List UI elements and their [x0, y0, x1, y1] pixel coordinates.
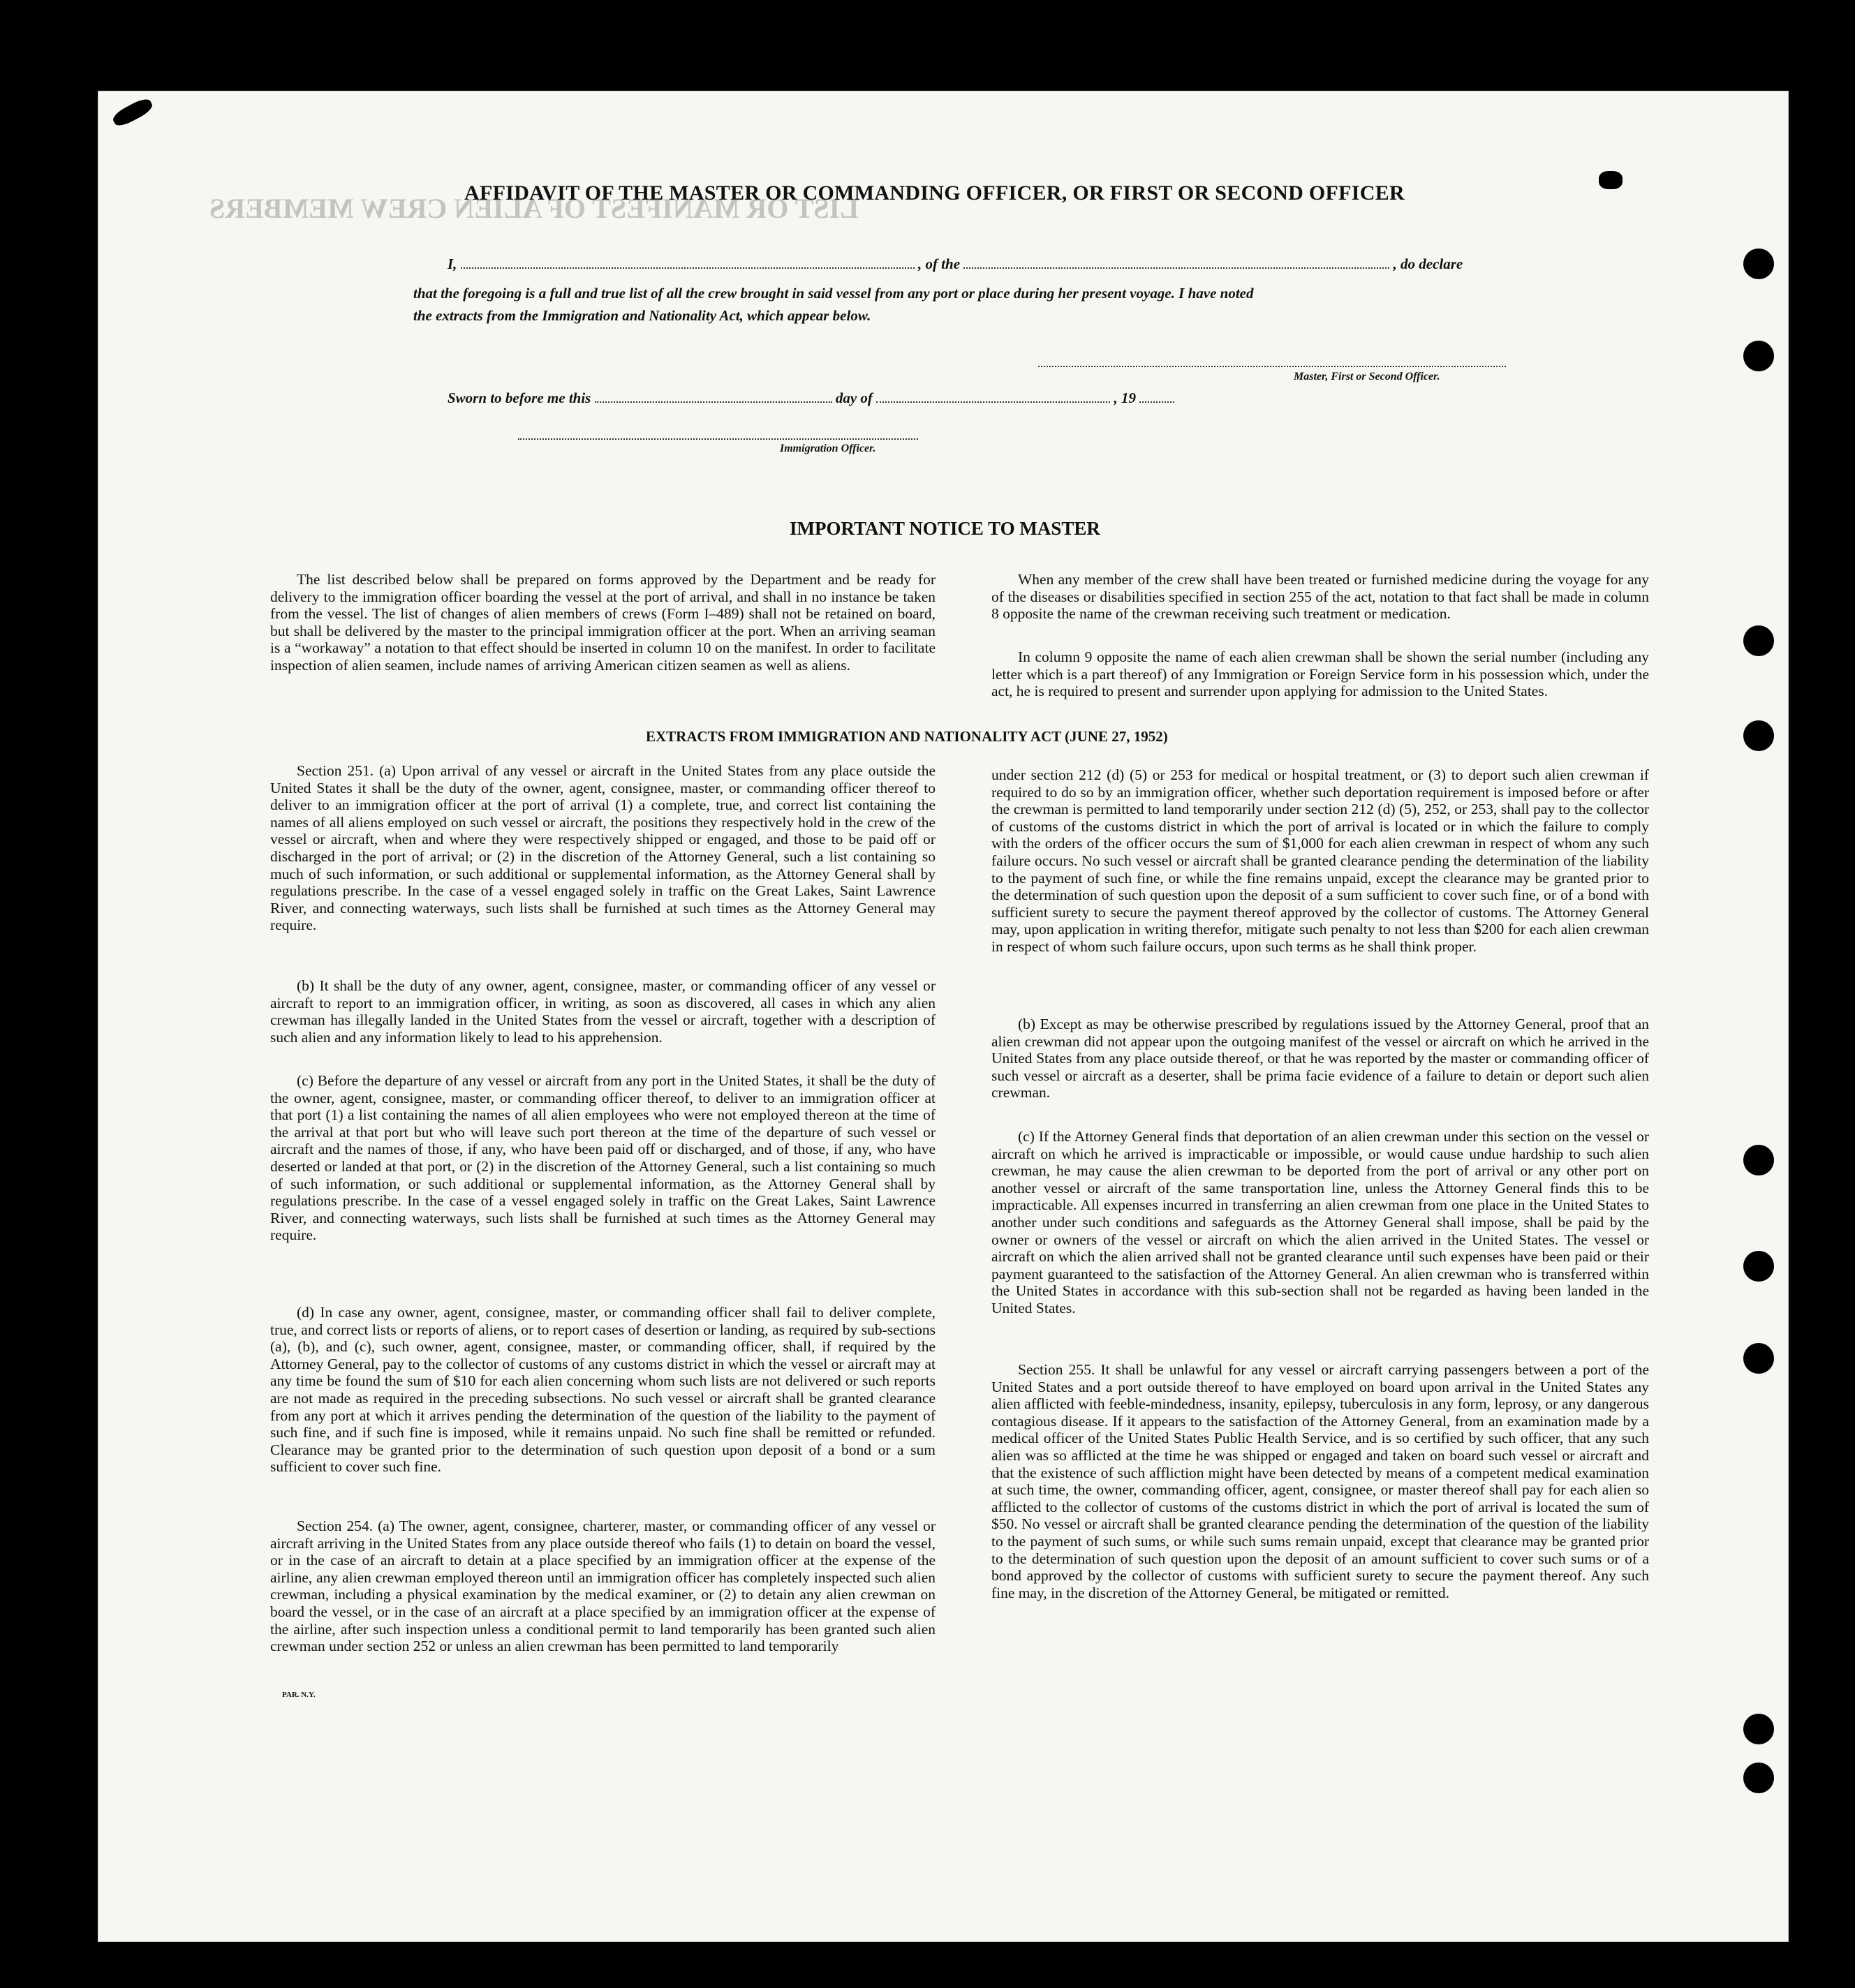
declaration-text-2: the extracts from the Immigration and Nationality Act, which appear below.	[413, 307, 871, 324]
punch-hole	[1743, 625, 1774, 656]
section-254-a: Section 254. (a) The owner, agent, consignee, charterer, master, or commanding officer of any vessel or aircraft arriving in the United States from any place outside thereof who fails (1) to detain on board the vessel, or in the case of an aircraft to detain at a place specified by an immigration officer at the expense of the airline, any alien crewman employed thereon until an immigration officer has completely inspected such alien crewman, including a physical examination by the medical examiner, or (2) to detain any alien crewman on board the vessel, or in the case of an aircraft at a place specified by an immigration officer at the expense of the airline, after such inspection unless a conditional permit to land temporarily has been granted such alien crewman under section 252 or unless an alien crewman has been permitted to land temporarily	[270, 1518, 936, 1655]
i-label: I,	[448, 255, 457, 272]
notice-right-paragraph-1: When any member of the crew shall have been treated or furnished medicine during the voyage for any of the diseases or disabilities specified in section 255 of the act, notation to that fact shall be made in column 8 opposite the name of the crewman receiving such treatment or medication.	[991, 571, 1649, 623]
do-declare-label: , do declare	[1393, 255, 1463, 272]
printer-mark: PAR. N.Y.	[282, 1691, 316, 1699]
section-255: Section 255. It shall be unlawful for any vessel or aircraft carrying passengers between a port of the United States and a port outside thereof to have employed on board upon arrival in the United States any alien afflicted with feeble-mindedness, insanity, epilepsy, tuberculosis in any form, leprosy, or any dangerous contagious disease. If it appears to the satisfaction of the Attorney General, from an examination made by a medical officer of the United States Public Health Service, and is so certified by such officer, that any such alien was so afflicted at the time he was shipped or engaged and taken on board such vessel or aircraft and that the existence of such affliction might have been detected by means of a competent medical examination at such time, the owner, commanding officer, agent, consignee, or master thereof shall pay for each alien so afflicted to the collector of customs of the customs district in which the port of arrival is located the sum of $50. No vessel or aircraft shall be granted clearance pending the determination of the question of the liability to the payment of such sums, or while such sums remain unpaid, except that clearance may be granted prior to the determination of such question upon the deposit of an amount sufficient to cover such sums or of a bond approved by the collector of customs with sufficient surety to secure the payment thereof. Any such fine may, in the discretion of the Attorney General, be mitigated or remitted.	[991, 1361, 1649, 1601]
punch-hole	[1743, 248, 1774, 279]
punch-hole	[1743, 1714, 1774, 1744]
punch-hole	[1743, 1343, 1774, 1374]
master-signature-line[interactable]	[1038, 366, 1506, 367]
day-of-label: day of	[835, 390, 873, 406]
punch-hole	[1743, 1763, 1774, 1793]
sworn-label: Sworn to before me this	[448, 390, 591, 406]
of-the-label: , of the	[917, 255, 961, 272]
section-251-a: Section 251. (a) Upon arrival of any vessel or aircraft in the United States from any place outside the United States it shall be the duty of the owner, agent, consignee, master, or commanding officer thereof to deliver to an immigration officer at the port of arrival (1) a complete, true, and correct list containing the names of all aliens employed on such vessel or aircraft, the positions they respectively hold in the crew of the vessel or aircraft, when and where they were respectively shipped or engaged, and those to be paid off or discharged in the port of arrival; or (2) in the discretion of the Attorney General, such a list containing so much of such information, or such additional or supplemental information, as the Attorney General shall by regulations prescribe. In the case of a vessel engaged solely in traffic on the Great Lakes, Saint Lawrence River, and connecting waterways, such lists shall be furnished at such times as the Attorney General may require.	[270, 762, 936, 934]
extracts-title: EXTRACTS FROM IMMIGRATION AND NATIONALITY ACT (JUNE 27, 1952)	[646, 728, 1168, 745]
notice-right-paragraph-2: In column 9 opposite the name of each alien crewman shall be shown the serial number (including any letter which is a part thereof) of any Immigration or Foreign Service form in his possession which, under the act, he is required to present and surrender upon applying for admission to the United States.	[991, 648, 1649, 700]
punch-hole	[1743, 1251, 1774, 1282]
section-254-c: (c) If the Attorney General finds that deportation of an alien crewman under this section on the vessel or aircraft on which he arrived is impracticable or impossible, or would cause undue hardship to such alien crewman, he may cause the alien crewman to be deported from the port of arrival or any other port on another vessel or aircraft of the same transportation line, unless the Attorney General finds this to be impracticable. All expenses incurred in transferring an alien crewman from one place in the United States to another under such conditions and safeguards as the Attorney General shall impose, shall be paid by the owner or owners of the vessel or aircraft on which the alien arrived in the United States. The vessel or aircraft on which the alien arrived shall not be granted clearance until such expenses have been paid or their payment guaranteed to the satisfaction of the Attorney General. An alien crewman who is transferred within the United States in accordance with this sub-section shall not be regarded as having been landed in the United States.	[991, 1128, 1649, 1316]
vessel-field[interactable]	[963, 267, 1389, 269]
sworn-month-field[interactable]	[876, 401, 1110, 403]
notice-left-paragraph: The list described below shall be prepared on forms approved by the Department and be ready for delivery to the immigration officer boarding the vessel at the port of arrival, and shall in no instance be taken from the vessel. The list of changes of alien members of crews (Form I–489) shall not be retained on board, but shall be delivered by the master to the principal immigration officer at the port. When an arriving seaman is a “workaway” a notation to that effect should be inserted in column 10 on the manifest. In order to facilitate inspection of alien seamen, include names of arriving American citizen seamen as well as aliens.	[270, 571, 936, 674]
bleed-through-heading: LIST OR MANIFEST OF ALIEN CREW MEMBERS	[209, 193, 859, 224]
immigration-officer-label: Immigration Officer.	[780, 443, 876, 454]
sworn-day-field[interactable]	[595, 401, 832, 403]
punch-hole	[1743, 1145, 1774, 1175]
declaration-text-1: that the foregoing is a full and true list of all the crew brought in said vessel from any port or place during her present voyage. I have noted	[413, 285, 1254, 302]
punch-hole	[1743, 720, 1774, 751]
master-signature-label: Master, First or Second Officer.	[1294, 371, 1440, 383]
sworn-year-field[interactable]	[1139, 401, 1174, 403]
immigration-officer-signature-line[interactable]	[518, 438, 918, 440]
affidavit-title: AFFIDAVIT OF THE MASTER OR COMMANDING OFFICER, OR FIRST OR SECOND OFFICER	[464, 181, 1405, 205]
section-254-a-continued: under section 212 (d) (5) or 253 for medical or hospital treatment, or (3) to deport such alien crewman if required to do so by an immigration officer, whether such deportation requirement is imposed before or after the crewman is permitted to land temporarily under section 212 (d) (5), 252, or 253, shall pay to the collector of customs of the customs district in which the port of arrival is located or in which the failure to comply with the orders of the officer occurs the sum of $1,000 for each alien crewman in respect of whom any such failure occurs. No such vessel or aircraft shall be granted clearance pending the determination of the liability to the payment of such fine, or while the fine remains unpaid, except the clearance may be granted prior to the determination of such question upon the deposit of a sum sufficient to cover such fine, or of a bond with sufficient surety to secure the payment thereof approved by the collector of customs. The Attorney General may, upon application in writing therefor, mitigate such penalty to not less than $200 for each alien crewman in respect of whom such failure occurs, upon such terms as he shall think proper.	[991, 766, 1649, 955]
section-254-b: (b) Except as may be otherwise prescribed by regulations issued by the Attorney General, proof that an alien crewman did not appear upon the outgoing manifest of the vessel or aircraft on which he arrived in the United States from any place outside thereof, or that he was reported by the master or commanding officer of such vessel or aircraft as a deserter, shall be prima facie evidence of a failure to detain or deport such alien crewman.	[991, 1016, 1649, 1101]
scan-mark	[1599, 171, 1623, 189]
notice-title: IMPORTANT NOTICE TO MASTER	[790, 518, 1100, 539]
section-251-c: (c) Before the departure of any vessel or aircraft from any port in the United States, it shall be the duty of the owner, agent, consignee, master, or commanding officer thereof, to deliver to an immigration officer at that port (1) a list containing the names of all alien employees who were not employed thereon at the time of the arrival at that port but who will leave such port thereon at the time of the departure of such vessel or aircraft and the names of those, if any, who have been paid off or discharged, and of those, if any, who have deserted or landed at that port, or (2) in the discretion of the Attorney General, such a list containing so much of such information, or such additional or supplemental information, as the Attorney General shall by regulations prescribe. In the case of a vessel engaged solely in traffic on the Great Lakes, Saint Lawrence River, and connecting waterways, such lists shall be furnished at such times as the Attorney General may require.	[270, 1072, 936, 1244]
name-field[interactable]	[461, 267, 915, 269]
declaration-line	[448, 255, 1463, 273]
year-label: , 19	[1114, 390, 1136, 406]
section-251-d: (d) In case any owner, agent, consignee, master, or commanding officer shall fail to deliver complete, true, and correct lists or reports of aliens, or to report cases of desertion or landing, as required by sub-sections (a), (b), and (c), such owner, agent, consignee, master, or commanding officer, shall, if required by the Attorney General, pay to the collector of customs of any customs district in which the vessel or aircraft may at any time be found the sum of $10 for each alien concerning whom such lists are not delivered or such reports are not made as required in the preceding subsections. No such vessel or aircraft shall be granted clearance from any port at which it arrives pending the determination of the question of the liability to the payment of such fine, and if such fine is imposed, while it remains unpaid. No such fine shall be remitted or refunded. Clearance may be granted prior to the determination of such question upon deposit of a bond or a sum sufficient to cover such fine.	[270, 1304, 936, 1476]
section-251-b: (b) It shall be the duty of any owner, agent, consignee, master, or commanding officer of any vessel or aircraft to report to an immigration officer, in writing, as soon as discovered, all cases in which any alien crewman has illegally landed in the United States from the vessel or aircraft, together with a description of such alien and any information likely to lead to his apprehension.	[270, 977, 936, 1046]
punch-hole	[1743, 341, 1774, 371]
sworn-line	[448, 390, 1174, 407]
